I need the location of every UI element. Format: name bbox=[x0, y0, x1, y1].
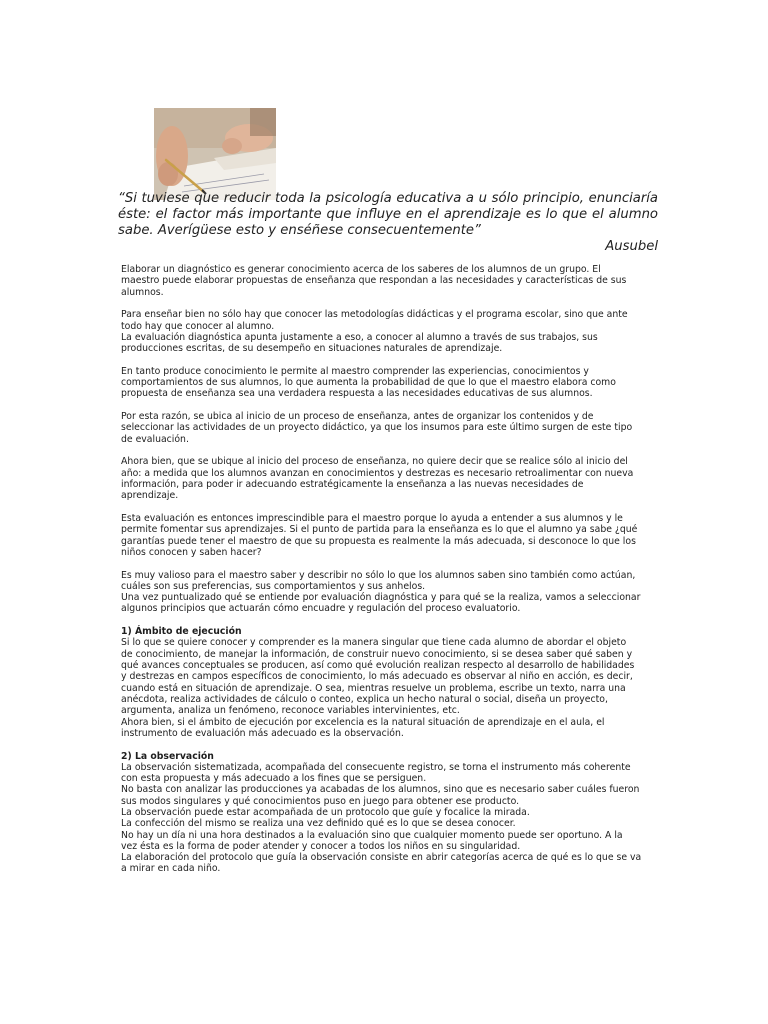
paragraph-line: No hay un día ni una hora destinados a la evaluación sino que cualquier momento puede ser oportuno. A la bbox=[121, 829, 623, 841]
paragraph-line: Elaborar un diagnóstico es generar conocimiento acerca de los saberes de los alumnos de un grupo. El bbox=[121, 264, 601, 275]
paragraph-line: La evaluación diagnóstica apunta justamente a eso, a conocer al alumno a través de sus trabajos, sus bbox=[121, 331, 598, 343]
section-heading: 2) La observación bbox=[121, 750, 214, 762]
paragraph-line: qué avances conceptuales se producen, así como qué evolución realizan respecto al desarrollo de habilidades bbox=[121, 660, 635, 672]
paragraph-line: comportamientos de sus alumnos, lo que aumenta la probabilidad de que lo que el maestro elabora como bbox=[121, 377, 616, 389]
paragraph-line: argumenta, analiza un fenómeno, reconoce variables intervinientes, etc. bbox=[121, 705, 460, 717]
paragraph-line: con esta propuesta y más adecuado a los fines que se persiguen. bbox=[121, 773, 427, 785]
paragraph-line: Esta evaluación es entonces imprescindible para el maestro porque lo ayuda a entender a sus alumnos y le bbox=[121, 513, 623, 524]
quote-author: Ausubel bbox=[605, 239, 658, 254]
paragraph-gap bbox=[121, 739, 651, 750]
epigraph-quote bbox=[118, 191, 658, 255]
paragraph-line: instrumento de evaluación más adecuado es la observación. bbox=[121, 727, 404, 739]
paragraph-gap bbox=[121, 354, 651, 365]
paragraph-line: La observación puede estar acompañada de un protocolo que guíe y focalice la mirada. bbox=[121, 807, 530, 818]
paragraph-line: aprendizaje. bbox=[121, 490, 179, 502]
paragraph-line: Por esta razón, se ubica al inicio de un proceso de enseñanza, antes de organizar los contenidos y de bbox=[121, 411, 594, 423]
paragraph-line: La observación sistematizada, acompañada del consecuente registro, se torna el instrumento más coherente bbox=[121, 761, 631, 773]
paragraph-line: maestro puede elaborar propuestas de enseñanza que respondan a las necesidades y características de sus bbox=[121, 275, 627, 287]
quote-text: “Si tuviese que reducir toda la psicología educativa a u sólo principio, enunciaría éste: el factor más importante que influye en el aprendizaje es lo que el alumno sabe. Averígüese esto y enséñese consecuentemente” bbox=[118, 191, 658, 238]
paragraph-line: anécdota, realiza actividades de cálculo o conteo, explica un hecho natural o social, diseña un proyecto, bbox=[121, 693, 608, 705]
paragraph-line: No basta con analizar las producciones ya acabadas de los alumnos, sino que es necesario saber cuáles fueron bbox=[121, 784, 640, 796]
paragraph-line: cuando está en situación de aprendizaje. O sea, mientras resuelve un problema, escribe un texto, narra una bbox=[121, 682, 626, 694]
paragraph-gap bbox=[121, 502, 651, 513]
paragraph-line: de evaluación. bbox=[121, 433, 189, 445]
paragraph-line: cuáles son sus preferencias, sus comportamientos y sus anhelos. bbox=[121, 580, 426, 592]
paragraph-line: año: a medida que los alumnos avanzan en conocimientos y destrezas es necesario retroalimentar con nueva bbox=[121, 467, 634, 479]
section-heading: 1) Ámbito de ejecución bbox=[121, 626, 242, 638]
paragraph-line: Es muy valioso para el maestro saber y describir no sólo lo que los alumnos saben sino también como actúan, bbox=[121, 569, 636, 581]
paragraph-line: de conocimiento, de manejar la información, de construir nuevo conocimiento, si se desea saber qué saben y bbox=[121, 648, 633, 660]
paragraph-line: alumnos. bbox=[121, 286, 164, 298]
paragraph-line: algunos principios que actuarán cómo encuadre y regulación del proceso evaluatorio. bbox=[121, 603, 521, 615]
paragraph-line: La confección del mismo se realiza una vez definido qué es lo que se desea conocer. bbox=[121, 818, 516, 830]
paragraph-line: En tanto produce conocimiento le permite al maestro comprender las experiencias, conocimientos y bbox=[121, 365, 589, 377]
paragraph-gap bbox=[121, 400, 651, 411]
paragraph-line: Si lo que se quiere conocer y comprender es la manera singular que tiene cada alumno de abordar el objeto bbox=[121, 637, 627, 649]
paragraph-line: permite fomentar sus aprendizajes. Si el punto de partida para la enseñanza es lo que el alumno ya sabe ¿qué bbox=[121, 524, 638, 536]
paragraph-line: vez ésta es la forma de poder atender y conocer a todos los niños en su singularidad. bbox=[121, 840, 521, 852]
paragraph-line: niños conocen y saben hacer? bbox=[121, 546, 262, 558]
paragraph-gap bbox=[121, 298, 651, 309]
paragraph-line: Ahora bien, que se ubique al inicio del proceso de enseñanza, no quiere decir que se realice sólo al inicio del bbox=[121, 456, 628, 468]
paragraph-line: garantías puede tener el maestro de que su propuesta es realmente la más adecuada, si desconoce lo que los bbox=[121, 535, 636, 547]
paragraph-gap bbox=[121, 445, 651, 456]
paragraph-line: Una vez puntualizado qué se entiende por evaluación diagnóstica y para qué se la realiza, vamos a seleccionar bbox=[121, 592, 641, 604]
paragraph-line: Para enseñar bien no sólo hay que conocer las metodologías didácticas y el programa escolar, sino que ante bbox=[121, 309, 628, 321]
paragraph-line: y destrezas en campos específicos de conocimiento, lo más adecuado es observar al niño en acción, es decir, bbox=[121, 671, 633, 683]
paragraph-line: La elaboración del protocolo que guía la observación consiste en abrir categorías acerca de qué es lo que se va bbox=[121, 852, 642, 864]
paragraph-line: Ahora bien, si el ámbito de ejecución por excelencia es la natural situación de aprendizaje en el aula, el bbox=[121, 716, 605, 728]
document-body bbox=[121, 264, 651, 875]
paragraph-line: todo hay que conocer al alumno. bbox=[121, 320, 275, 332]
paragraph-line: sus modos singulares y qué conocimientos puso en juego para obtener ese producto. bbox=[121, 795, 520, 807]
paragraph-gap bbox=[121, 615, 651, 626]
hand-writing-photo bbox=[154, 108, 276, 200]
paragraph-line: seleccionar las actividades de un proyecto didáctico, ya que los insumos para este último surgen de este tipo bbox=[121, 422, 633, 434]
paragraph-gap bbox=[121, 558, 651, 569]
paragraph-line: información, para poder ir adecuando estratégicamente la enseñanza a las nuevas necesidades de bbox=[121, 479, 584, 491]
paragraph-line: a mirar en cada niño. bbox=[121, 863, 221, 875]
paragraph-line: propuesta de enseñanza sea una verdadera respuesta a las necesidades educativas de sus alumnos. bbox=[121, 388, 593, 400]
paragraph-line: producciones escritas, de su desempeño en situaciones naturales de aprendizaje. bbox=[121, 343, 503, 355]
